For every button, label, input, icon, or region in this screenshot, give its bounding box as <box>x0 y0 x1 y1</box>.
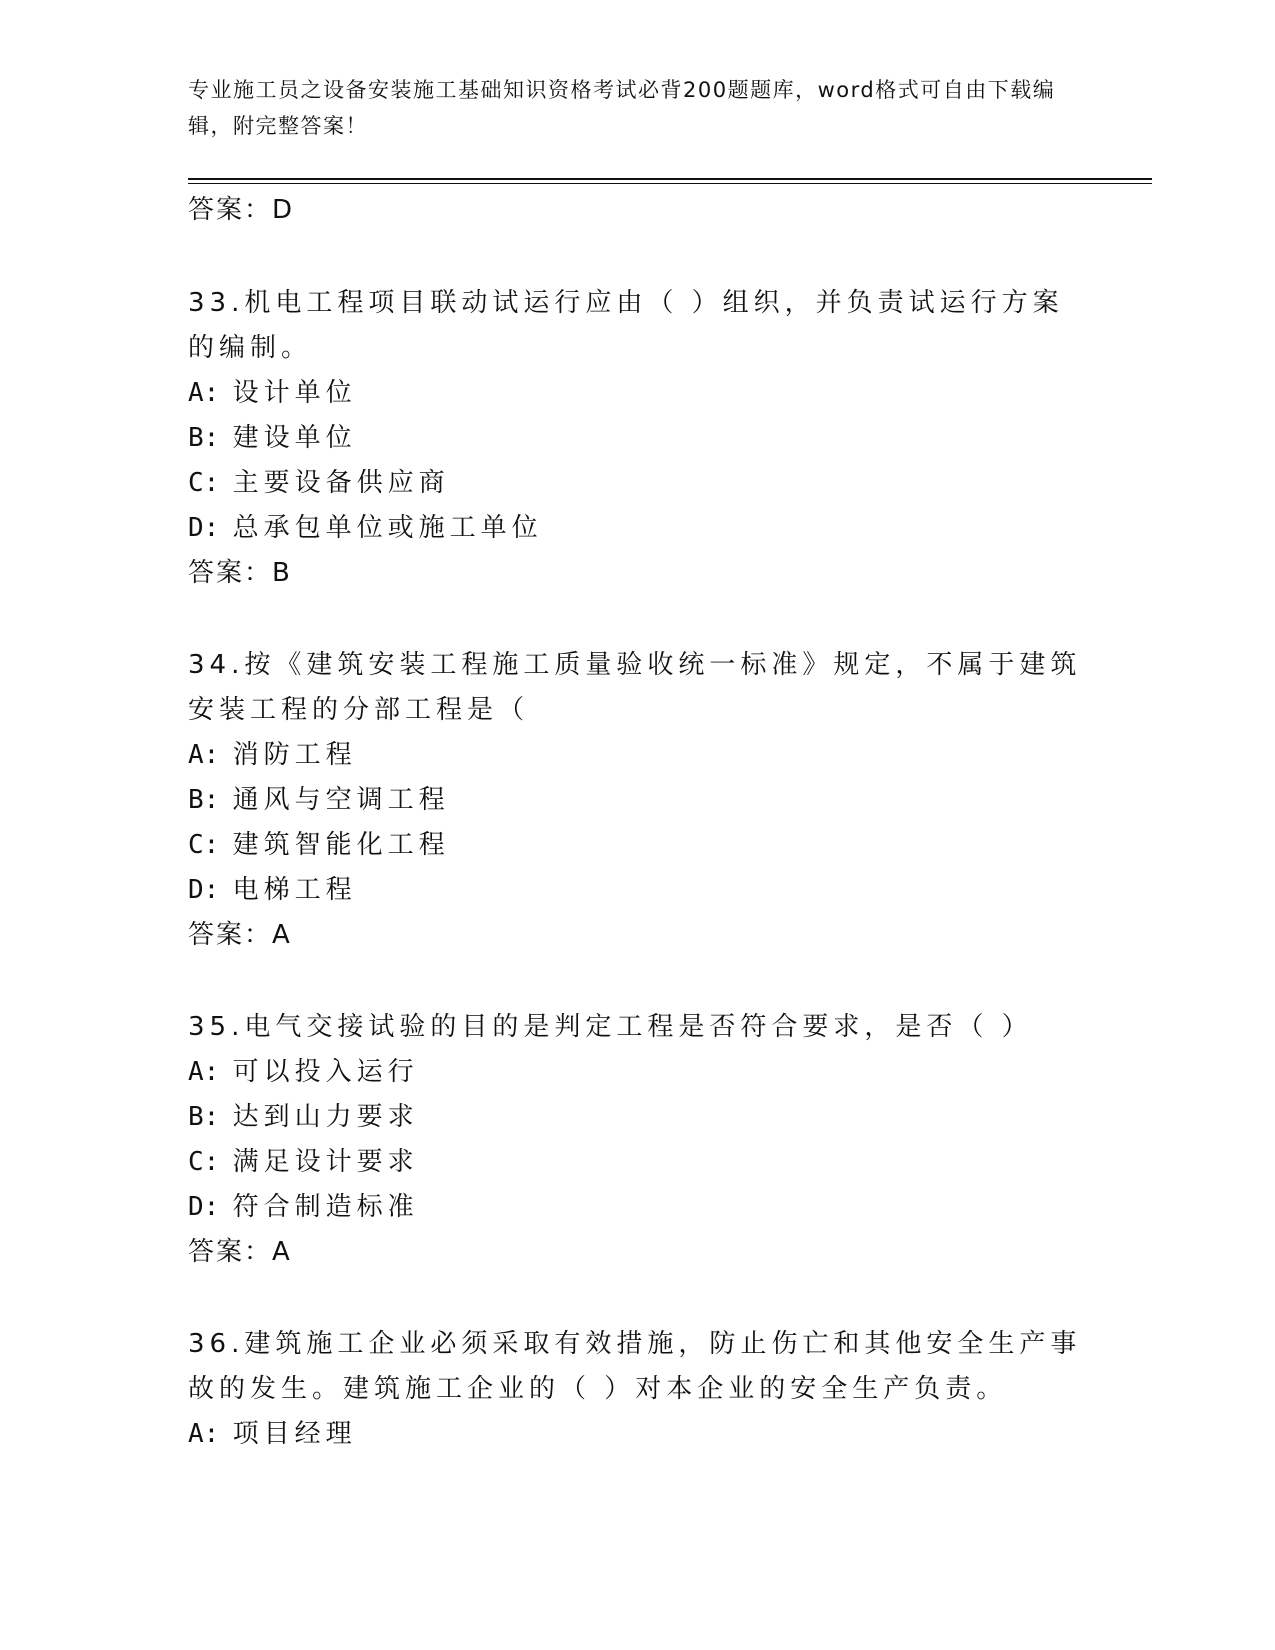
option-line <box>188 461 1088 506</box>
option-key: C: <box>188 468 220 498</box>
option-key: B: <box>188 423 220 453</box>
option-key: D: <box>188 513 220 543</box>
option-text: 电梯工程 <box>232 875 357 905</box>
option-line <box>188 416 1088 461</box>
option-text: 满足设计要求 <box>232 1147 419 1177</box>
option-line <box>188 868 1088 913</box>
question-text: 36.建筑施工企业必须采取有效措施，防止伤亡和其他安全生产事故的发生。建筑施工企业的（ ）对本企业的安全生产负责。 <box>188 1329 1082 1404</box>
answer-line: 答案：A <box>188 1237 292 1267</box>
question-text: 35.电气交接试验的目的是判定工程是否符合要求，是否（ ） <box>188 1012 1033 1042</box>
header-divider-thick <box>188 178 1152 180</box>
option-line <box>188 1050 1088 1095</box>
page-header: 专业施工员之设备安装施工基础知识资格考试必背200题题库，word格式可自由下载编辑，附完整答案！ <box>188 78 1056 138</box>
option-key: B: <box>188 785 220 815</box>
option-text: 达到山力要求 <box>232 1102 419 1132</box>
option-text: 主要设备供应商 <box>232 468 450 498</box>
option-line <box>188 371 1088 416</box>
answer-line: 答案：D <box>188 195 295 225</box>
option-line <box>188 1095 1088 1140</box>
option-line <box>188 1140 1088 1185</box>
option-text: 消防工程 <box>232 740 357 770</box>
option-key: A: <box>188 1419 220 1449</box>
option-text: 符合制造标准 <box>232 1192 419 1222</box>
option-key: C: <box>188 1147 220 1177</box>
option-text: 设计单位 <box>232 378 357 408</box>
option-key: D: <box>188 875 220 905</box>
option-line <box>188 823 1088 868</box>
option-line <box>188 1185 1088 1230</box>
header-divider-thin <box>188 183 1152 184</box>
option-text: 建设单位 <box>232 423 357 453</box>
option-key: B: <box>188 1102 220 1132</box>
question-list <box>188 188 1088 1457</box>
option-text: 建筑智能化工程 <box>232 830 450 860</box>
option-text: 项目经理 <box>232 1419 357 1449</box>
answer-line: 答案：A <box>188 920 292 950</box>
option-line <box>188 778 1088 823</box>
option-key: C: <box>188 830 220 860</box>
question-text: 34.按《建筑安装工程施工质量验收统一标准》规定，不属于建筑安装工程的分部工程是（ <box>188 650 1082 725</box>
option-text: 可以投入运行 <box>232 1057 419 1087</box>
question-text: 33.机电工程项目联动试运行应由（ ）组织，并负责试运行方案的编制。 <box>188 288 1064 363</box>
option-key: A: <box>188 1057 220 1087</box>
option-text: 通风与空调工程 <box>232 785 450 815</box>
option-key: A: <box>188 378 220 408</box>
option-line <box>188 733 1088 778</box>
option-key: D: <box>188 1192 220 1222</box>
option-key: A: <box>188 740 220 770</box>
option-line <box>188 506 1088 551</box>
option-text: 总承包单位或施工单位 <box>232 513 543 543</box>
option-line <box>188 1412 1088 1457</box>
answer-line: 答案：B <box>188 558 292 588</box>
